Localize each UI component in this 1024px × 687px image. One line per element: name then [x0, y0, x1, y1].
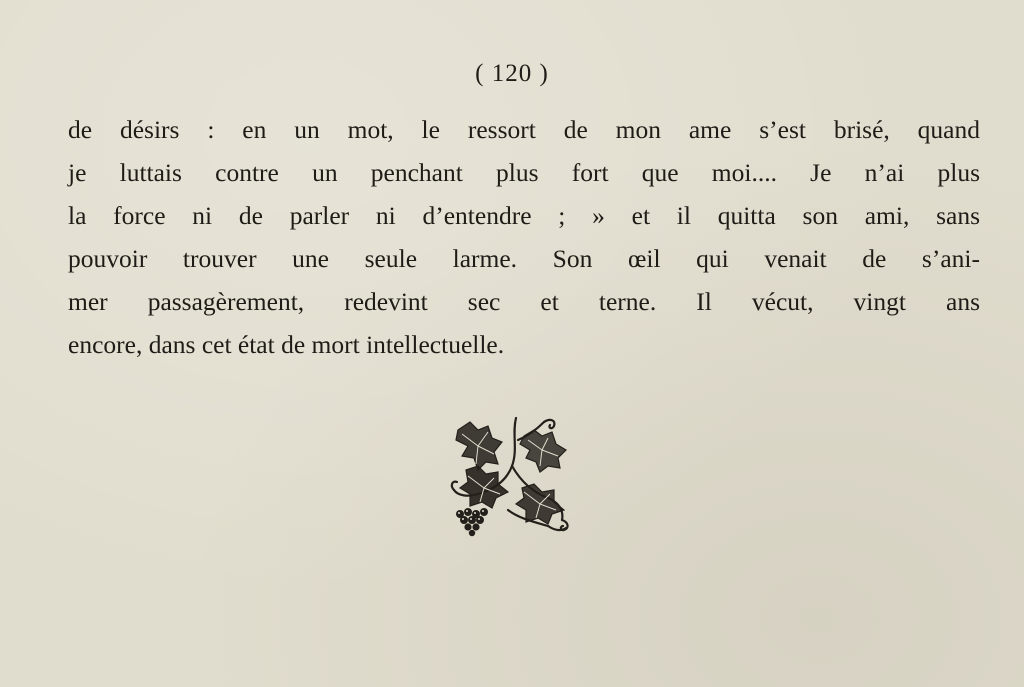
text-line: la force ni de parler ni d’entendre ; » et il quitta son ami, sans	[68, 201, 980, 230]
text-line: encore, dans cet état de mort intellectuelle.	[68, 330, 505, 359]
text-line: de désirs : en un mot, le ressort de mon ame s’est brisé, quand	[68, 115, 980, 144]
text-line: mer passagèrement, redevint sec et terne. Il vécut, vingt ans	[68, 287, 980, 316]
page-number: ( 120 )	[475, 60, 549, 87]
text-line: pouvoir trouver une seule larme. Son œil qui venait de s’ani-	[68, 244, 980, 273]
text-line: je luttais contre un penchant plus fort que moi.... Je n’ai plus	[68, 158, 980, 187]
body-text	[68, 108, 980, 366]
grapevine-vignette-icon	[448, 410, 576, 538]
